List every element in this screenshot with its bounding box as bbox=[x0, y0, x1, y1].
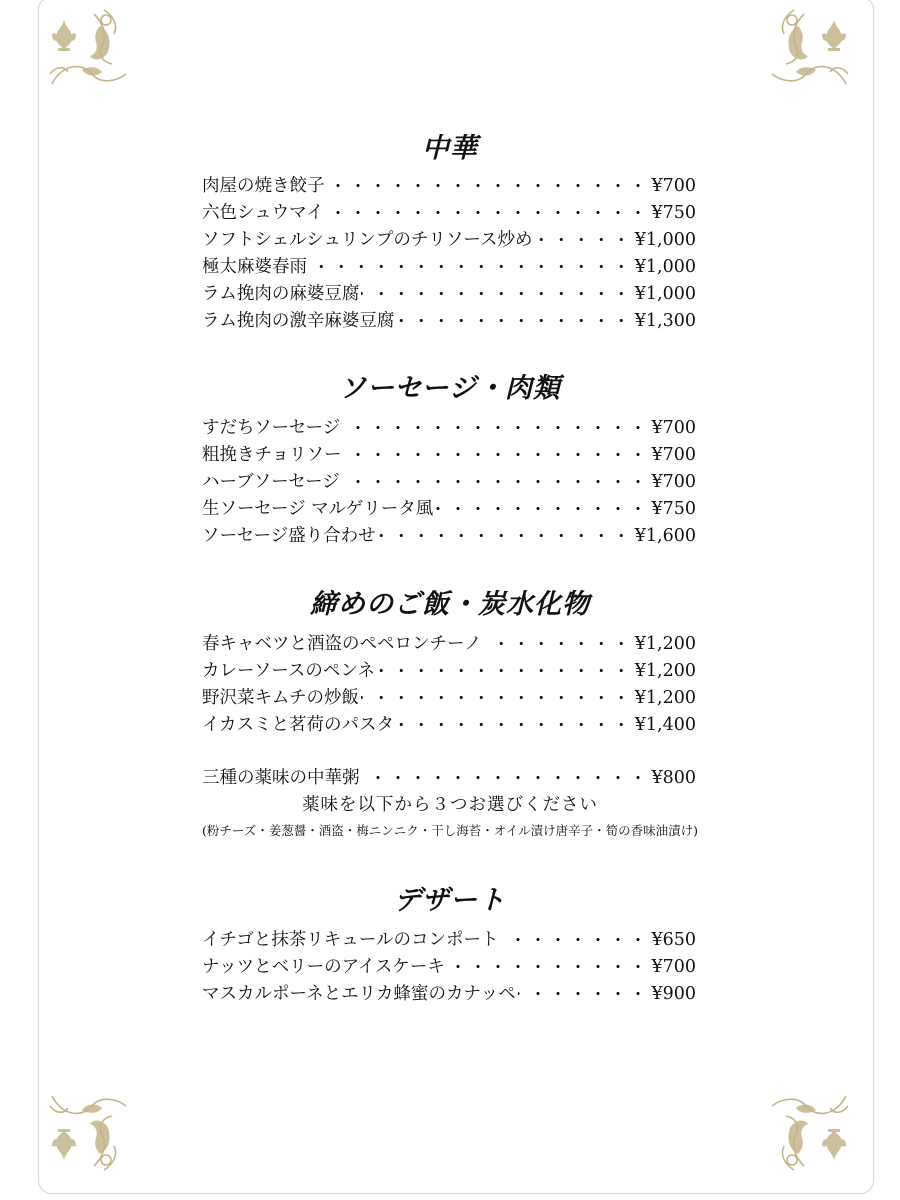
menu-item-name: イカスミと茗荷のパスタ bbox=[202, 715, 394, 735]
leader-dots bbox=[435, 499, 649, 517]
leader-dots bbox=[342, 472, 650, 490]
menu-item bbox=[202, 953, 696, 979]
menu-item-name: ラム挽肉の麻婆豆腐 bbox=[202, 284, 360, 304]
menu-item bbox=[202, 657, 696, 683]
menu-item bbox=[202, 172, 696, 198]
menu-item-name: ナッツとベリーのアイスケーキ bbox=[202, 957, 445, 977]
menu-item-name: 粗挽きチョリソー bbox=[202, 445, 342, 465]
leader-dots bbox=[396, 715, 633, 733]
leader-dots bbox=[361, 688, 633, 706]
menu-item-name: イチゴと抹茶リキュールのコンポート bbox=[202, 930, 499, 950]
menu-item-price: ¥650 bbox=[651, 930, 696, 950]
leader-dots bbox=[309, 257, 633, 275]
menu-item bbox=[202, 307, 696, 333]
menu-item bbox=[202, 468, 696, 494]
lion-crest-ornament-icon bbox=[42, 1084, 134, 1176]
menu-item bbox=[202, 926, 696, 952]
menu-item bbox=[202, 522, 696, 548]
menu-item-name: ソフトシェルシュリンプのチリソース炒め bbox=[202, 230, 533, 250]
menu-item-price: ¥1,200 bbox=[634, 661, 696, 681]
menu-item-price: ¥1,000 bbox=[634, 257, 696, 277]
leader-dots bbox=[396, 311, 632, 329]
menu-item-name: 生ソーセージ マルゲリータ風 bbox=[202, 499, 434, 519]
menu-item-name: 肉屋の焼き餃子 bbox=[202, 176, 325, 196]
leader-dots bbox=[500, 930, 649, 948]
menu-item-price: ¥1,000 bbox=[634, 284, 696, 304]
menu-item-name: 春キャベツと酒盗のペペロンチーノ bbox=[202, 634, 482, 654]
menu-item-name: マスカルポーネとエリカ蜂蜜のカナッペ bbox=[202, 984, 516, 1004]
menu-item bbox=[202, 630, 696, 656]
menu-item-price: ¥750 bbox=[651, 499, 696, 519]
menu-item-price: ¥1,300 bbox=[634, 311, 696, 331]
menu-item-price: ¥700 bbox=[651, 176, 696, 196]
leader-dots bbox=[535, 230, 633, 248]
menu-item-price: ¥1,400 bbox=[634, 715, 696, 735]
lion-crest-ornament-icon bbox=[42, 4, 134, 96]
menu-item bbox=[202, 199, 696, 225]
menu-item bbox=[202, 253, 696, 279]
menu-item-name: 野沢菜キムチの炒飯 bbox=[202, 688, 359, 708]
menu-item-price: ¥700 bbox=[651, 445, 696, 465]
section-title-sausage: ソーセージ・肉類 bbox=[339, 373, 561, 404]
menu-item bbox=[202, 414, 696, 440]
leader-dots bbox=[484, 634, 633, 652]
menu-item-name: カレーソースのペンネ bbox=[202, 661, 375, 681]
menu-item bbox=[202, 980, 696, 1006]
menu-item-price: ¥1,600 bbox=[634, 526, 696, 546]
leader-dots bbox=[343, 445, 649, 463]
section-title-chuka: 中華 bbox=[422, 133, 478, 164]
menu-item-price: ¥1,200 bbox=[634, 688, 696, 708]
menu-item-price: ¥1,000 bbox=[634, 230, 696, 250]
leader-dots bbox=[362, 768, 650, 786]
menu-item-price: ¥700 bbox=[651, 957, 696, 977]
lion-crest-ornament-icon bbox=[764, 1084, 856, 1176]
menu-item-price: ¥1,200 bbox=[634, 634, 696, 654]
menu-item bbox=[202, 441, 696, 467]
menu-item bbox=[202, 495, 696, 521]
leader-dots bbox=[327, 176, 650, 194]
leader-dots bbox=[361, 284, 632, 302]
menu-item-name: ソーセージ盛り合わせ bbox=[202, 526, 376, 546]
leader-dots bbox=[378, 526, 633, 544]
lion-crest-ornament-icon bbox=[764, 4, 856, 96]
menu-item bbox=[202, 280, 696, 306]
menu-item-name: ハーブソーセージ bbox=[202, 472, 340, 492]
leader-dots bbox=[326, 203, 650, 221]
menu-item bbox=[202, 764, 696, 790]
menu-item bbox=[202, 226, 696, 252]
menu-item bbox=[202, 711, 696, 737]
leader-dots bbox=[518, 984, 650, 1002]
condiment-options: (粉チーズ・姜葱醤・酒盗・梅ニンニク・干し海苔・オイル漬け唐辛子・筍の香味油漬け) bbox=[201, 823, 698, 838]
menu-item-name: 極太麻婆春雨 bbox=[202, 257, 307, 277]
menu-item bbox=[202, 684, 696, 710]
menu-item-price: ¥800 bbox=[651, 768, 696, 788]
menu-item-price: ¥700 bbox=[651, 472, 696, 492]
menu-item-name: 六色シュウマイ bbox=[202, 203, 324, 223]
menu-item-price: ¥700 bbox=[651, 418, 696, 438]
condiment-instruction: 薬味を以下から３つお選びください bbox=[302, 795, 598, 815]
menu-item-price: ¥900 bbox=[651, 984, 696, 1004]
menu-item-name: 三種の薬味の中華粥 bbox=[202, 768, 360, 788]
menu-item-name: すだちソーセージ bbox=[202, 418, 341, 438]
section-title-shime: 締めのご飯・炭水化物 bbox=[310, 589, 590, 620]
menu-item-name: ラム挽肉の激辛麻婆豆腐 bbox=[202, 311, 395, 331]
section-title-dessert: デザート bbox=[394, 885, 506, 916]
menu-item-price: ¥750 bbox=[651, 203, 696, 223]
leader-dots bbox=[447, 957, 650, 975]
leader-dots bbox=[377, 661, 633, 679]
leader-dots bbox=[342, 418, 649, 436]
